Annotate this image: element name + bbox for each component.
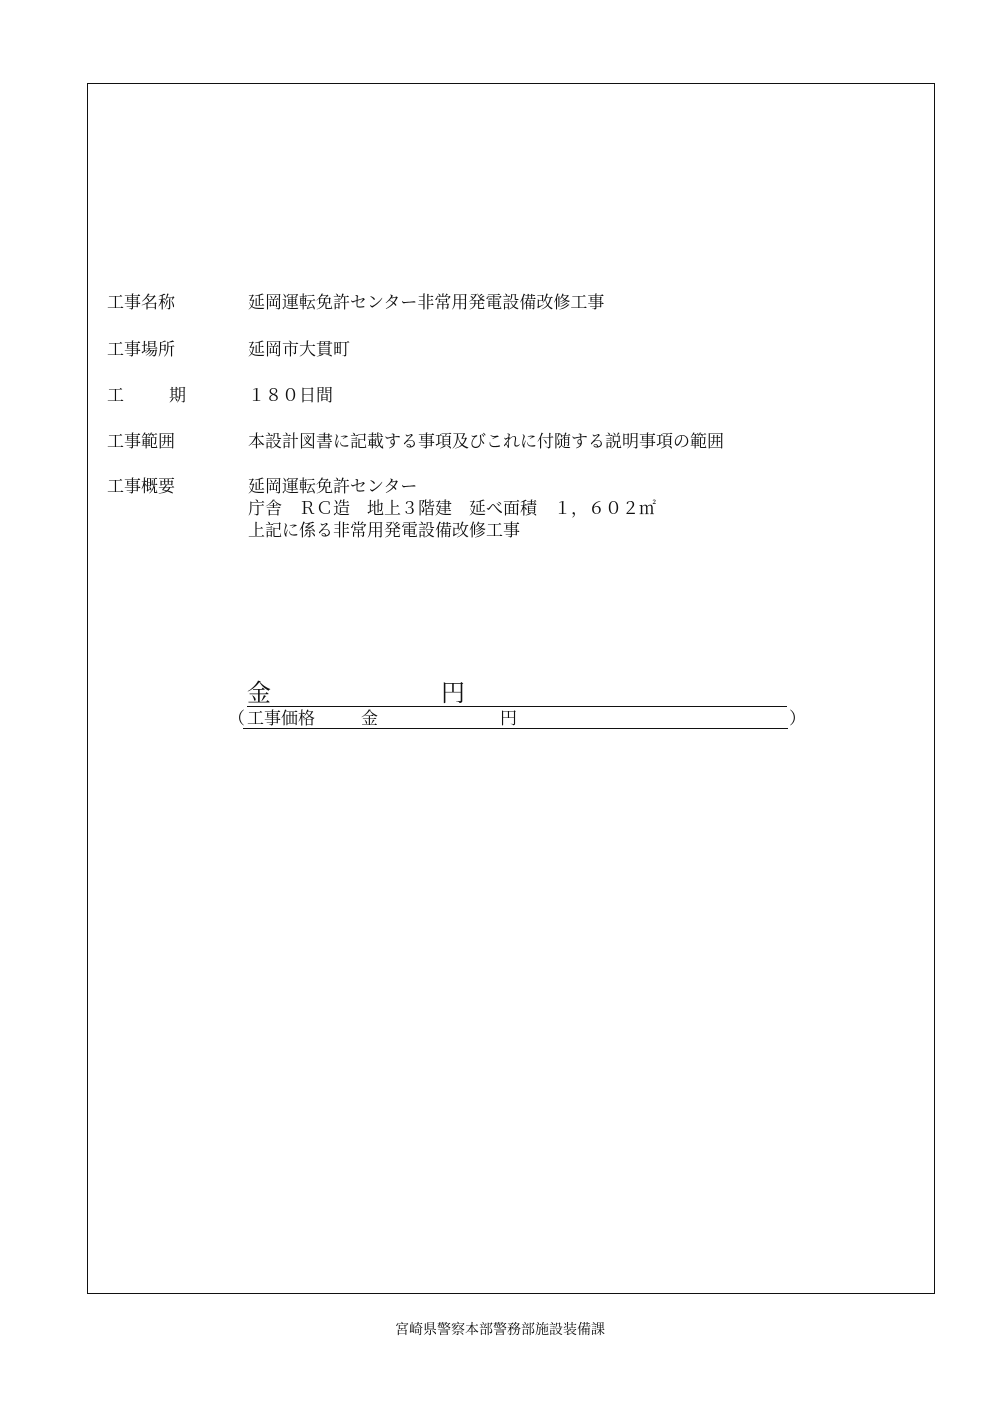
construction-price-label: 工事価格 — [247, 709, 315, 729]
construction-price-underline — [243, 708, 788, 729]
overview-line-3: 上記に係る非常用発電設備改修工事 — [248, 521, 520, 541]
construction-overview-value — [248, 476, 656, 542]
construction-name-label: 工事名称 — [107, 293, 175, 313]
price-total-line — [247, 680, 787, 707]
construction-price-kin: 金 — [361, 709, 378, 729]
overview-line-2: 庁舎 ＲＣ造 地上３階建 延べ面積 １，６０２㎡ — [248, 499, 656, 519]
construction-scope-label: 工事範囲 — [107, 432, 175, 452]
construction-period-label-char2: 期 — [169, 386, 186, 406]
close-paren: ） — [789, 709, 806, 729]
price-kin-label: 金 — [247, 679, 271, 707]
construction-price-line — [228, 708, 806, 730]
construction-location-label: 工事場所 — [107, 340, 175, 360]
construction-overview-label: 工事概要 — [107, 477, 175, 497]
construction-period-value: １８０日間 — [248, 386, 333, 406]
construction-period-label-char1: 工 — [107, 386, 124, 406]
issuer-footer: 宮崎県警察本部警務部施設装備課 — [395, 1322, 605, 1338]
construction-scope-value: 本設計図書に記載する事項及びこれに付随する説明事項の範囲 — [248, 432, 724, 452]
construction-name-value: 延岡運転免許センター非常用発電設備改修工事 — [248, 293, 605, 313]
construction-price-yen: 円 — [500, 709, 517, 729]
overview-line-1: 延岡運転免許センター — [248, 477, 418, 497]
price-yen-label: 円 — [441, 679, 465, 707]
open-paren: （ — [228, 709, 245, 729]
construction-location-value: 延岡市大貫町 — [248, 340, 350, 360]
